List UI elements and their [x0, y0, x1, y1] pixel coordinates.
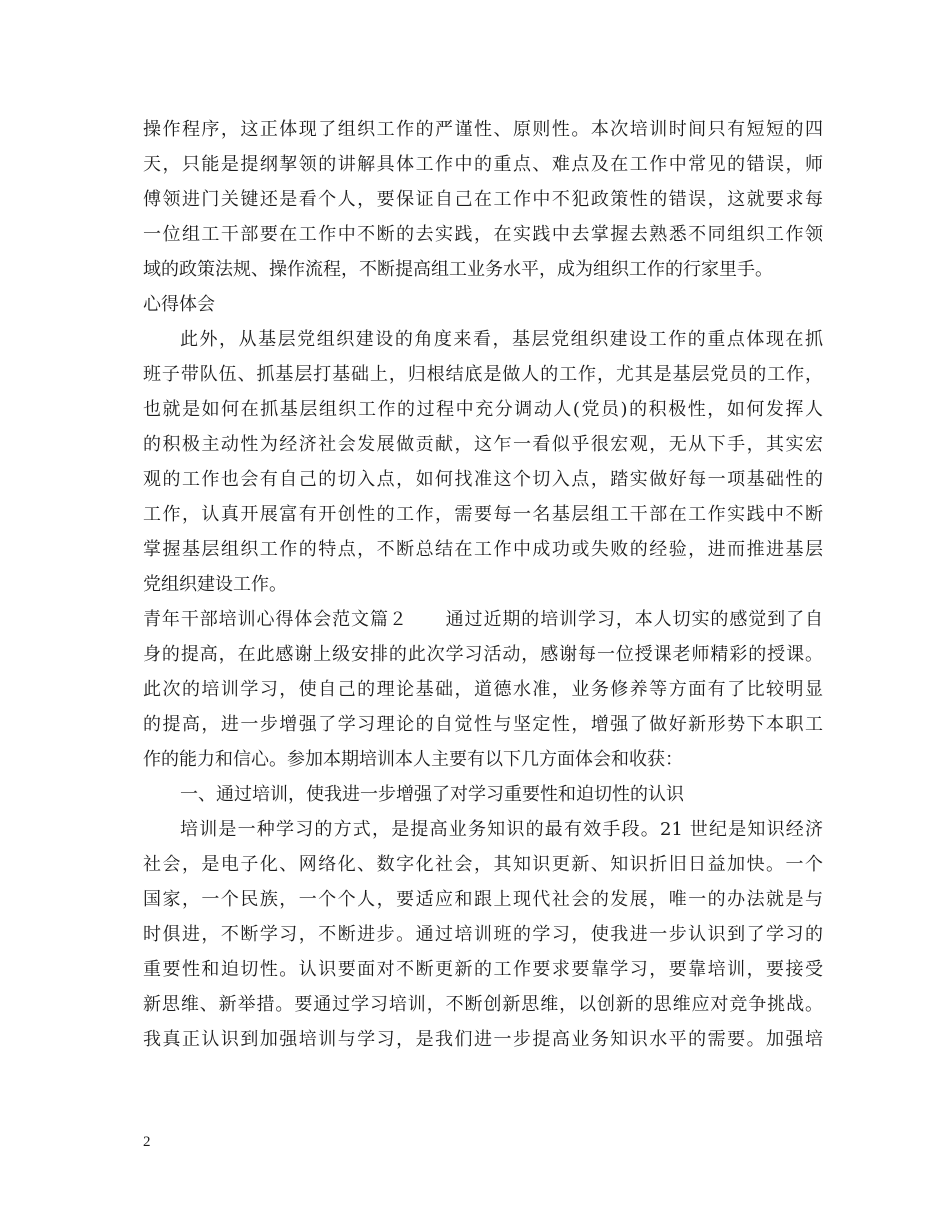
- text-line: 的积极主动性为经济社会发展做贡献，这乍一看似乎很宏观，无从下手，其实宏: [143, 434, 823, 455]
- text-line: 傅领进门关键还是看个人，要保证自己在工作中不犯政策性的错误，这就要求每: [143, 189, 823, 210]
- text-line: 域的政策法规、操作流程，不断提高组工业务水平，成为组织工作的行家里手。: [143, 259, 773, 280]
- text-line: 国家，一个民族，一个个人，要适应和跟上现代社会的发展，唯一的办法就是与: [143, 889, 823, 910]
- text-line: 身的提高，在此感谢上级安排的此次学习活动，感谢每一位授课老师精彩的授课。: [143, 644, 823, 665]
- text-line: 新思维、新举措。要通过学习培训，不断创新思维，以创新的思维应对竞争挑战。: [143, 994, 823, 1015]
- text-line: 一位组工干部要在工作中不断的去实践，在实践中去掌握去熟悉不同组织工作领: [143, 224, 823, 245]
- article-title-line: 青年干部培训心得体会范文篇２ 通过近期的培训学习，本人切实的感觉到了自: [143, 609, 823, 630]
- section-heading: 心得体会: [143, 294, 215, 315]
- text-line: 时俱进，不断学习，不断进步。通过培训班的学习，使我进一步认识到了学习的: [143, 924, 823, 945]
- text-line: 操作程序，这正体现了组织工作的严谨性、原则性。本次培训时间只有短短的四: [143, 119, 823, 140]
- text-line: 我真正认识到加强培训与学习，是我们进一步提高业务知识水平的需要。加强培: [143, 1029, 823, 1050]
- page-number: 2: [143, 1134, 151, 1150]
- text-line: 党组织建设工作。: [143, 574, 287, 595]
- text-line: 天，只能是提纲挈领的讲解具体工作中的重点、难点及在工作中常见的错误，师: [143, 154, 823, 175]
- subheading-line: 一、通过培训，使我进一步增强了对学习重要性和迫切性的认识: [180, 784, 684, 805]
- text-line: 社会，是电子化、网络化、数字化社会，其知识更新、知识折旧日益加快。一个: [143, 854, 823, 875]
- text-line: 此次的培训学习，使自己的理论基础，道德水准，业务修养等方面有了比较明显: [143, 679, 823, 700]
- text-line: 作的能力和信心。参加本期培训本人主要有以下几方面体会和收获：: [143, 749, 683, 770]
- text-line: 班子带队伍、抓基层打基础上，归根结底是做人的工作，尤其是基层党员的工作，: [143, 364, 823, 385]
- text-line: 工作，认真开展富有开创性的工作，需要每一名基层组工干部在工作实践中不断: [143, 504, 823, 525]
- text-line: 观的工作也会有自己的切入点，如何找准这个切入点，踏实做好每一项基础性的: [143, 469, 823, 490]
- text-line: 此外，从基层党组织建设的角度来看，基层党组织建设工作的重点体现在抓: [180, 329, 823, 350]
- text-line: 掌握基层组织工作的特点，不断总结在工作中成功或失败的经验，进而推进基层: [143, 539, 823, 560]
- text-line: 培训是一种学习的方式，是提高业务知识的最有效手段。21 世纪是知识经济: [180, 819, 823, 840]
- text-line: 也就是如何在抓基层组织工作的过程中充分调动人(党员)的积极性，如何发挥人: [143, 399, 823, 420]
- text-line: 重要性和迫切性。认识要面对不断更新的工作要求要靠学习，要靠培训，要接受: [143, 959, 823, 980]
- text-line: 的提高，进一步增强了学习理论的自觉性与坚定性，增强了做好新形势下本职工: [143, 714, 823, 735]
